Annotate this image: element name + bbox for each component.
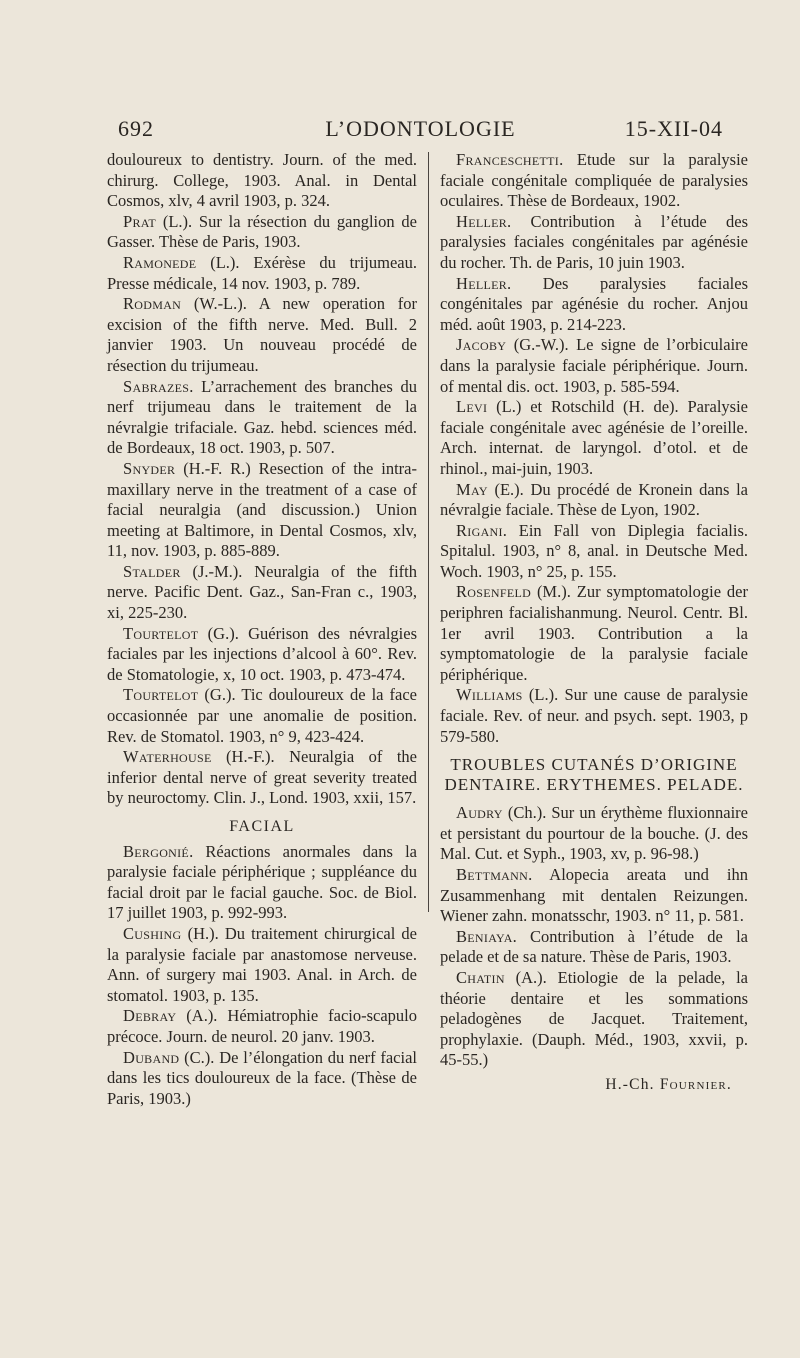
author-signature — [440, 1075, 748, 1096]
entry-author: Tourtelot — [123, 685, 199, 705]
entry-text: . Des paralysies faciales congénitales par agénésie du rocher. Anjou méd. août 1903, p. 214-223. — [440, 273, 748, 334]
entry-text: . Contribution à l’étude des paralysies faciales congénitales par agénésie du rocher. Th. de Paris, 10 juin 1903. — [440, 211, 748, 272]
entry-text: (H.). Du traitement chirurgical de la paralysie faciale par anastomose nerveuse. Ann. of surgery mai 1903. Anal. in Arch. de stomatol. 1903, p. 135. — [107, 923, 417, 1005]
signature-surname: Fournier. — [659, 1075, 732, 1093]
bibliography-entry — [107, 747, 417, 809]
bibliography-entry — [440, 274, 748, 336]
entry-text: (G.). Guérison des névralgies faciales par les injections d’alcool à 60°. Rev. de Stomatologie, x, 10 oct. 1903, p. 473-474. — [107, 623, 417, 684]
section-heading: FACIAL — [229, 818, 295, 835]
bibliography-entry — [107, 685, 417, 747]
entry-text: (L.) et Rotschild (H. de). Paralysie faciale congénitale avec agénésie de l’oreille. Arch. internat. de laryngol. d’otol. et de rhinol., mai-juin, 1903. — [440, 397, 748, 478]
entry-author: Duband — [123, 1047, 180, 1067]
bibliography-entry — [107, 294, 417, 376]
column-divider — [428, 152, 429, 912]
running-title: L’ODONTOLOGIE — [325, 116, 516, 141]
bibliography-entry — [107, 377, 417, 459]
bibliography-entry — [440, 150, 748, 212]
entry-author: May — [456, 479, 488, 499]
page-header — [118, 116, 723, 146]
right-column — [440, 150, 748, 1096]
bibliography-entry — [107, 842, 417, 924]
entry-author: Beniaya — [456, 926, 513, 946]
entry-text: (J.-M.). Neuralgia of the fifth nerve. Pacific Dent. Gaz., San-Fran c., 1903, xi, 225-230. — [107, 561, 417, 623]
page-number: 692 — [118, 116, 154, 141]
issue-date: 15-XII-04 — [624, 116, 723, 141]
entry-text: (A.). Hémiatrophie facio-scapulo précoce. Journ. de neurol. 20 janv. 1903. — [107, 1006, 417, 1046]
entry-author: Prat — [123, 211, 157, 231]
entry-author: Rosenfeld — [456, 582, 532, 602]
entry-author: Waterhouse — [123, 747, 212, 767]
entry-author: Rodman — [123, 294, 182, 314]
entry-text: (H.-F.). Neuralgia of the inferior dental nerve of great severity treated by neuroctomy. Clin. J., Lond. 1903, xxii, 157. — [107, 747, 417, 808]
entry-text: (Ch.). Sur un érythème fluxionnaire et persistant du pourtour de la bouche. (J. des Mal. Cut. et Syph., 1903, xv, p. 96-98.) — [440, 803, 748, 864]
bibliography-entry — [107, 253, 417, 294]
entry-text: (A.). Etiologie de la pelade, la théorie dentaire et les sommations peladogènes de Jacquet. Traitement, prophylaxie. (Dauph. Méd., 1903, xxvii, p. 45-55.) — [440, 967, 748, 1070]
bibliography-entry — [107, 212, 417, 253]
entry-author: Rigani — [456, 520, 503, 540]
entry-author: Bettmann — [456, 865, 529, 884]
bibliography-entry — [107, 1048, 417, 1110]
bibliography-entry — [440, 521, 748, 583]
entry-author: Stalder — [123, 561, 181, 581]
entry-author: Bergonié — [123, 841, 190, 861]
entry-author: Heller — [456, 273, 508, 293]
bibliography-entry — [440, 968, 748, 1071]
entry-text: (L.). Sur une cause de paralysie faciale. Rev. of neur. and psych. sept. 1903, p 579-580. — [440, 685, 748, 746]
bibliography-entry — [440, 582, 748, 685]
entry-author: Levi — [456, 397, 488, 417]
entry-author: Debray — [123, 1006, 177, 1026]
entry-author: Jacoby — [456, 335, 507, 355]
entry-author: Audry — [456, 803, 503, 823]
entry-text: (G.). Tic douloureux de la face occasionnée par une anomalie de position. Rev. de Stomatol. 1903, n° 9, 423-424. — [107, 685, 417, 746]
left-column — [107, 150, 417, 1109]
entry-author: Tourtelot — [123, 623, 199, 643]
entry-text: . Réactions anormales dans la paralysie faciale périphérique ; suppléance du facial droit par le facial gauche. Soc. de Biol. 17 juillet 1903, p. 992-993. — [107, 841, 417, 923]
section-heading: TROUBLES CUTANÉS D’ORIGINE DENTAIRE. ERYTHEMES. PELADE. — [444, 755, 744, 795]
entry-text: (W.-L.). A new operation for excision of the fifth nerve. Med. Bull. 2 janvier 1903. Un nouveau procédé de résection du trijumeau. — [107, 294, 417, 375]
entry-author: Chatin — [456, 967, 505, 987]
entry-author: Heller — [456, 211, 508, 231]
bibliography-entry — [440, 927, 748, 968]
bibliography-entry — [440, 865, 748, 927]
bibliography-entry — [107, 924, 417, 1006]
entry-author: Snyder — [123, 458, 176, 478]
entry-text: (C.). De l’élongation du nerf facial dans les tics douloureux de la face. (Thèse de Paris, 1903.) — [107, 1047, 417, 1108]
entry-author: Cushing — [123, 923, 182, 943]
bibliography-entry — [440, 685, 748, 747]
bibliography-entry — [107, 459, 417, 562]
bibliography-entry — [440, 480, 748, 521]
entry-text: (G.-W.). Le signe de l’orbiculaire dans la paralysie faciale périphérique. Journ. of mental dis. oct. 1903, p. 585-594. — [440, 335, 748, 396]
entry-text: . Contribution à l’étude de la pelade et de sa nature. Thèse de Paris, 1903. — [440, 926, 748, 967]
bibliography-entry — [107, 624, 417, 686]
bibliography-entry — [440, 335, 748, 397]
entry-text: (H.-F. R.) Resection of the intra-maxillary nerve in the treatment of a case of facial neuralgia (and discussion.) Union meeting at Baltimore, in Dental Cosmos, xlv, 11, nov. 1903, p. 885-889. — [107, 458, 417, 561]
entry-text: (M.). Zur symptomatologie der periphren facialishanmung. Neurol. Centr. Bl. 1er avril 1903. Contribution a la symptomatologie de la paralysie faciale périphérique. — [440, 582, 748, 684]
bibliography-entry — [107, 1006, 417, 1047]
bibliography-entry — [107, 150, 417, 212]
entry-author: Franceschetti — [456, 150, 560, 169]
entry-text: . Etude sur la paralysie faciale congénitale compliquée de paralysies oculaires. Thèse de Bordeaux, 1902. — [440, 150, 748, 211]
bibliography-entry — [440, 803, 748, 865]
entry-text: (L.). Sur la résection du ganglion de Gasser. Thèse de Paris, 1903. — [107, 211, 417, 252]
entry-text: douloureux to dentistry. Journ. of the med. chirurg. College, 1903. Anal. in Dental Cosmos, xlv, 4 avril 1903, p. 324. — [107, 150, 417, 211]
entry-text: (E.). Du procédé de Kronein dans la névralgie faciale. Thèse de Lyon, 1902. — [440, 479, 748, 520]
entry-text: . Alopecia areata und ihn Zusammenhang mit dentalen Reizungen. Wiener zahn. monatsschr, 1903. n° 11, p. 581. — [440, 865, 748, 926]
entry-text: (L.). Exérèse du trijumeau. Presse médicale, 14 nov. 1903, p. 789. — [107, 252, 417, 293]
entry-author: Williams — [456, 685, 523, 705]
entry-text: . L’arrachement des branches du nerf trijumeau dans le traitement de la névralgie trifaciale. Gaz. hebd. sciences méd. de Bordeaux, 18 oct. 1903, p. 507. — [107, 376, 417, 458]
bibliography-entry — [440, 212, 748, 274]
entry-text: . Ein Fall von Diplegia facialis. Spitalul. 1903, n° 8, anal. in Deutsche Med. Woch. 1903, n° 25, p. 155. — [440, 520, 748, 581]
signature-initials: H.-Ch. — [605, 1075, 655, 1093]
bibliography-entry — [107, 562, 417, 624]
bibliography-entry — [440, 397, 748, 479]
entry-author: Sabrazes — [123, 376, 190, 396]
entry-author: Ramonede — [123, 252, 197, 272]
